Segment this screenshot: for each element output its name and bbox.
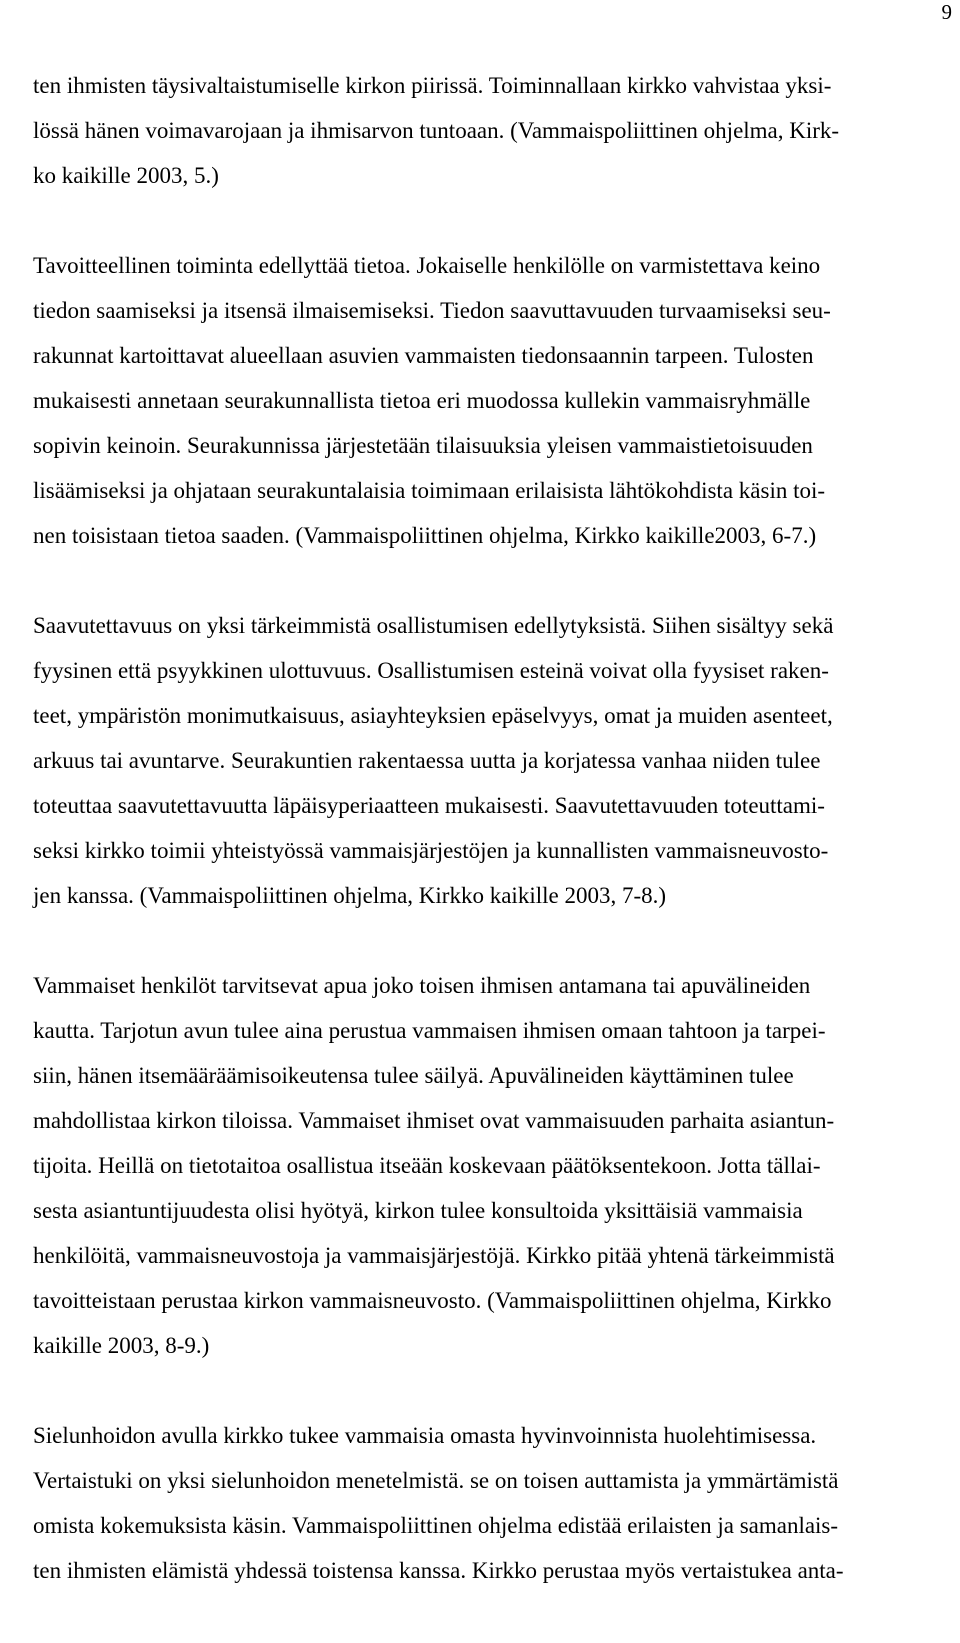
text-line: jen kanssa. (Vammaispoliittinen ohjelma, Kirkko kaikille 2003, 7-8.)	[33, 883, 667, 908]
text-line: tavoitteistaan perustaa kirkon vammaisneuvosto. (Vammaispoliittinen ohjelma, Kirkko	[33, 1288, 832, 1313]
text-line: siin, hänen itsemääräämisoikeutensa tulee säilyä. Apuvälineiden käyttäminen tulee	[33, 1063, 794, 1088]
text-line: Vammaiset henkilöt tarvitsevat apua joko toisen ihmisen antamana tai apuvälineiden	[33, 973, 811, 998]
text-line: seksi kirkko toimii yhteistyössä vammaisjärjestöjen ja kunnallisten vammaisneuvosto-	[33, 838, 829, 863]
text-line: Tavoitteellinen toiminta edellyttää tietoa. Jokaiselle henkilölle on varmistettava keino	[33, 253, 821, 278]
text-line: kautta. Tarjotun avun tulee aina perustua vammaisen ihmisen omaan tahtoon ja tarpei-	[33, 1018, 826, 1043]
text-line: toteuttaa saavutettavuutta läpäisyperiaatteen mukaisesti. Saavutettavuuden toteuttami-	[33, 793, 825, 818]
text-line: ten ihmisten täysivaltaistumiselle kirkon piirissä. Toiminnallaan kirkko vahvistaa yksi-	[33, 73, 832, 98]
text-line: sesta asiantuntijuudesta olisi hyötyä, kirkon tulee konsultoida yksittäisiä vammaisia	[33, 1198, 803, 1223]
text-line: nen toisistaan tietoa saaden. (Vammaispoliittinen ohjelma, Kirkko kaikille2003, 6-7.)	[33, 523, 817, 548]
text-line: henkilöitä, vammaisneuvostoja ja vammaisjärjestöjä. Kirkko pitää yhtenä tärkeimmistä	[33, 1243, 835, 1268]
text-line: ko kaikille 2003, 5.)	[33, 163, 219, 188]
text-line: tijoita. Heillä on tietotaitoa osallistua itseään koskevaan päätöksentekoon. Jotta tällai-	[33, 1153, 821, 1178]
text-line: ten ihmisten elämistä yhdessä toistensa kanssa. Kirkko perustaa myös vertaistukea anta-	[33, 1558, 844, 1583]
text-line: lisäämiseksi ja ohjataan seurakuntalaisia toimimaan erilaisista lähtökohdista käsin toi-	[33, 478, 826, 503]
text-line: sopivin keinoin. Seurakunnissa järjestetään tilaisuuksia yleisen vammaistietoisuuden	[33, 433, 813, 458]
text-line: Vertaistuki on yksi sielunhoidon menetelmistä. se on toisen auttamista ja ymmärtämistä	[33, 1468, 839, 1493]
text-line: mukaisesti annetaan seurakunnallista tietoa eri muodossa kullekin vammaisryhmälle	[33, 388, 811, 413]
text-line: Sielunhoidon avulla kirkko tukee vammaisia omasta hyvinvoinnista huolehtimisessa.	[33, 1423, 817, 1448]
page-number: 9	[941, 0, 952, 24]
text-line: fyysinen että psyykkinen ulottuvuus. Osallistumisen esteinä voivat olla fyysiset raken-	[33, 658, 829, 683]
text-line: tiedon saamiseksi ja itsensä ilmaisemiseksi. Tiedon saavuttavuuden turvaamiseksi seu-	[33, 298, 831, 323]
text-line: omista kokemuksista käsin. Vammaispoliittinen ohjelma edistää erilaisten ja samanlais-	[33, 1513, 839, 1538]
text-line: mahdollistaa kirkon tiloissa. Vammaiset ihmiset ovat vammaisuuden parhaita asiantun-	[33, 1108, 835, 1133]
text-line: lössä hänen voimavarojaan ja ihmisarvon tuntoaan. (Vammaispoliittinen ohjelma, Kirk-	[33, 118, 840, 143]
text-line: kaikille 2003, 8-9.)	[33, 1333, 210, 1358]
text-line: arkuus tai avuntarve. Seurakuntien rakentaessa uutta ja korjatessa vanhaa niiden tulee	[33, 748, 821, 773]
text-line: rakunnat kartoittavat alueellaan asuvien vammaisten tiedonsaannin tarpeen. Tulosten	[33, 343, 814, 368]
text-line: Saavutettavuus on yksi tärkeimmistä osallistumisen edellytyksistä. Siihen sisältyy sekä	[33, 613, 834, 638]
text-line: teet, ympäristön monimutkaisuus, asiayhteyksien epäselvyys, omat ja muiden asenteet,	[33, 703, 833, 728]
